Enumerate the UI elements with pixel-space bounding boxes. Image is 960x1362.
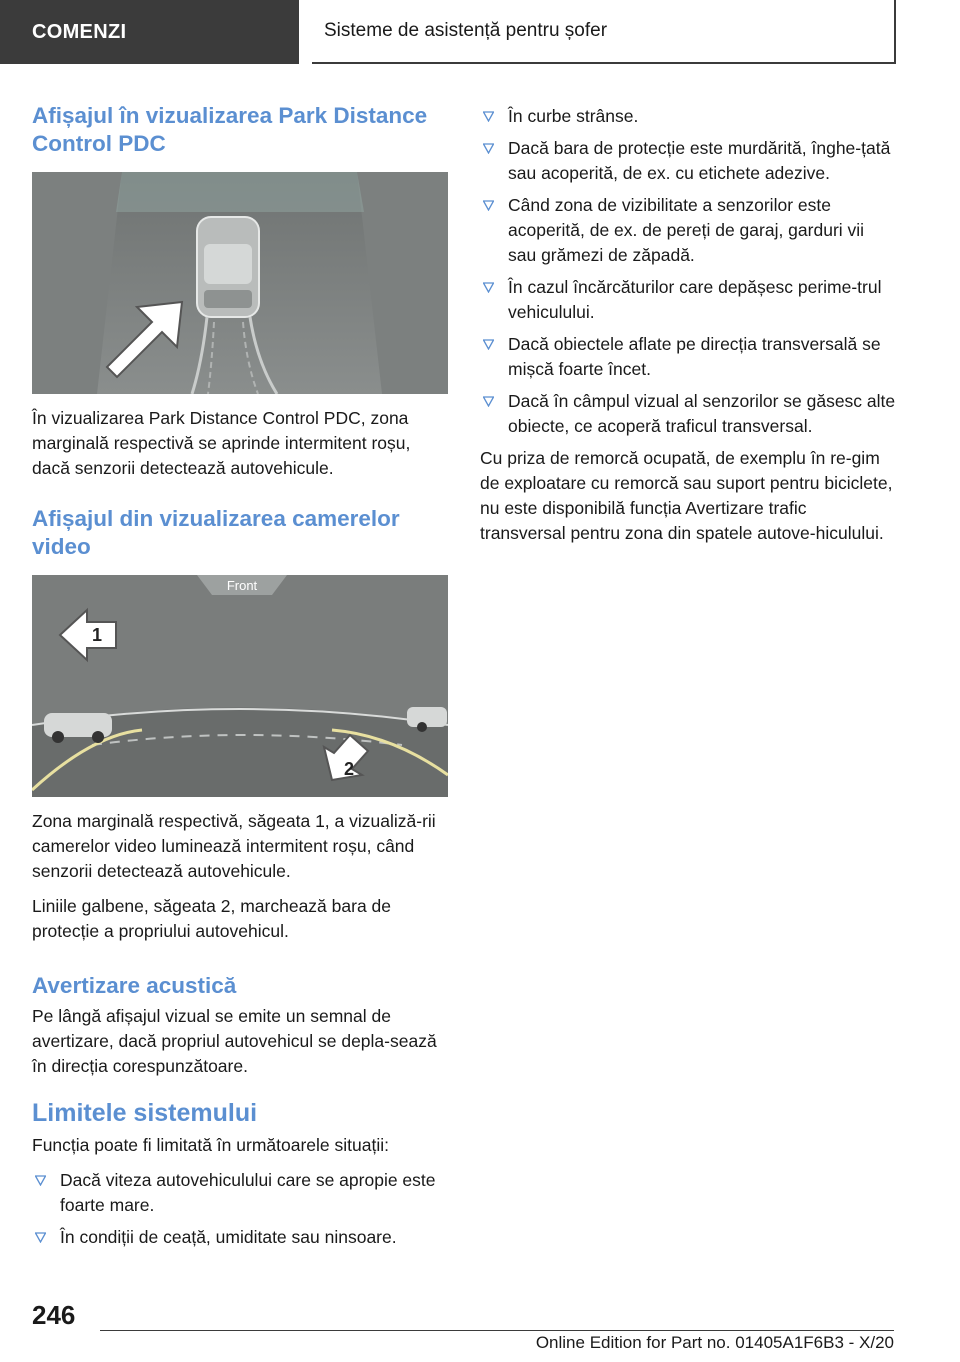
front-label: Front xyxy=(226,578,258,593)
heading-acoustic-warning: Avertizare acustică xyxy=(32,973,237,998)
section-tab: COMENZI xyxy=(0,0,299,64)
paragraph-camera-1: Zona marginală respectivă, săgeata 1, a vizualiză‐rii camerelor video luminează intermitent roșu, când senzorii detectează autovehicule. xyxy=(32,811,436,881)
list-item: Dacă în câmpul vizual al senzorilor se găsesc alte obiecte, ce acoperă traficul transversal. xyxy=(480,389,896,439)
paragraph-trailer: Cu priza de remorcă ocupată, de exemplu în re‐gim de exploatare cu remorcă sau suport pentru biciclete, nu este disponibilă funcția Avertizare trafic transversal pentru zona din spatele autove‐hiculului. xyxy=(480,448,893,543)
heading-pdc-view: Afișajul în vizualizarea Park Distance Control PDC xyxy=(32,103,428,156)
list-item: În curbe strânse. xyxy=(480,104,896,129)
list-item: Dacă viteza autovehiculului care se apropie este foarte mare. xyxy=(32,1168,448,1218)
list-item: Când zona de vizibilitate a senzorilor este acoperită, de ex. de pereți de garaj, garduri vii sau grămezi de zăpadă. xyxy=(480,193,896,268)
svg-text:2: 2 xyxy=(344,759,355,779)
right-column xyxy=(480,104,896,556)
limits-list-left xyxy=(32,1168,448,1250)
pdc-view-figure xyxy=(32,172,448,394)
left-column xyxy=(32,102,448,1257)
triangle-bullet-icon xyxy=(35,1232,46,1243)
paragraph-camera-2: Liniile galbene, săgeata 2, marchează bara de protecție a propriului autovehicul. xyxy=(32,896,391,941)
chapter-title: Sisteme de asistență pentru șofer xyxy=(312,0,896,64)
triangle-bullet-icon xyxy=(483,339,494,350)
camera-view-figure xyxy=(32,575,448,797)
limits-list-right xyxy=(480,104,896,439)
footer-divider xyxy=(100,1330,894,1331)
heading-system-limits: Limitele sistemului xyxy=(32,1099,258,1127)
triangle-bullet-icon xyxy=(483,111,494,122)
vehicle-icon xyxy=(197,217,259,317)
page-number: 246 xyxy=(32,1300,76,1330)
list-item: În cazul încărcăturilor care depășesc perime‐trul vehiculului. xyxy=(480,275,896,325)
list-item: Dacă bara de protecție este murdărită, înghe‐țată sau acoperită, de ex. cu etichete adezive. xyxy=(480,136,896,186)
list-item: În condiții de ceață, umiditate sau ninsoare. xyxy=(32,1225,448,1250)
svg-text:1: 1 xyxy=(92,625,103,645)
triangle-bullet-icon xyxy=(483,200,494,211)
paragraph-limits: Funcția poate fi limitată în următoarele situații: xyxy=(32,1135,389,1155)
edition-text: Online Edition for Part no. 01405A1F6B3 - X/20 xyxy=(535,1333,894,1352)
triangle-bullet-icon xyxy=(483,396,494,407)
triangle-bullet-icon xyxy=(35,1175,46,1186)
heading-camera-view: Afișajul din vizualizarea camerelor video xyxy=(32,506,400,559)
triangle-bullet-icon xyxy=(483,282,494,293)
triangle-bullet-icon xyxy=(483,143,494,154)
paragraph-acoustic: Pe lângă afișajul vizual se emite un semnal de avertizare, dacă propriul autovehicul se depla‐sează în direcția corespunzătoare. xyxy=(32,1006,437,1076)
list-item: Dacă obiectele aflate pe direcția transversală se mișcă foarte încet. xyxy=(480,332,896,382)
paragraph-pdc: În vizualizarea Park Distance Control PDC, zona marginală respectivă se aprinde intermitent roșu, dacă senzorii detectează autovehicule. xyxy=(32,408,411,478)
